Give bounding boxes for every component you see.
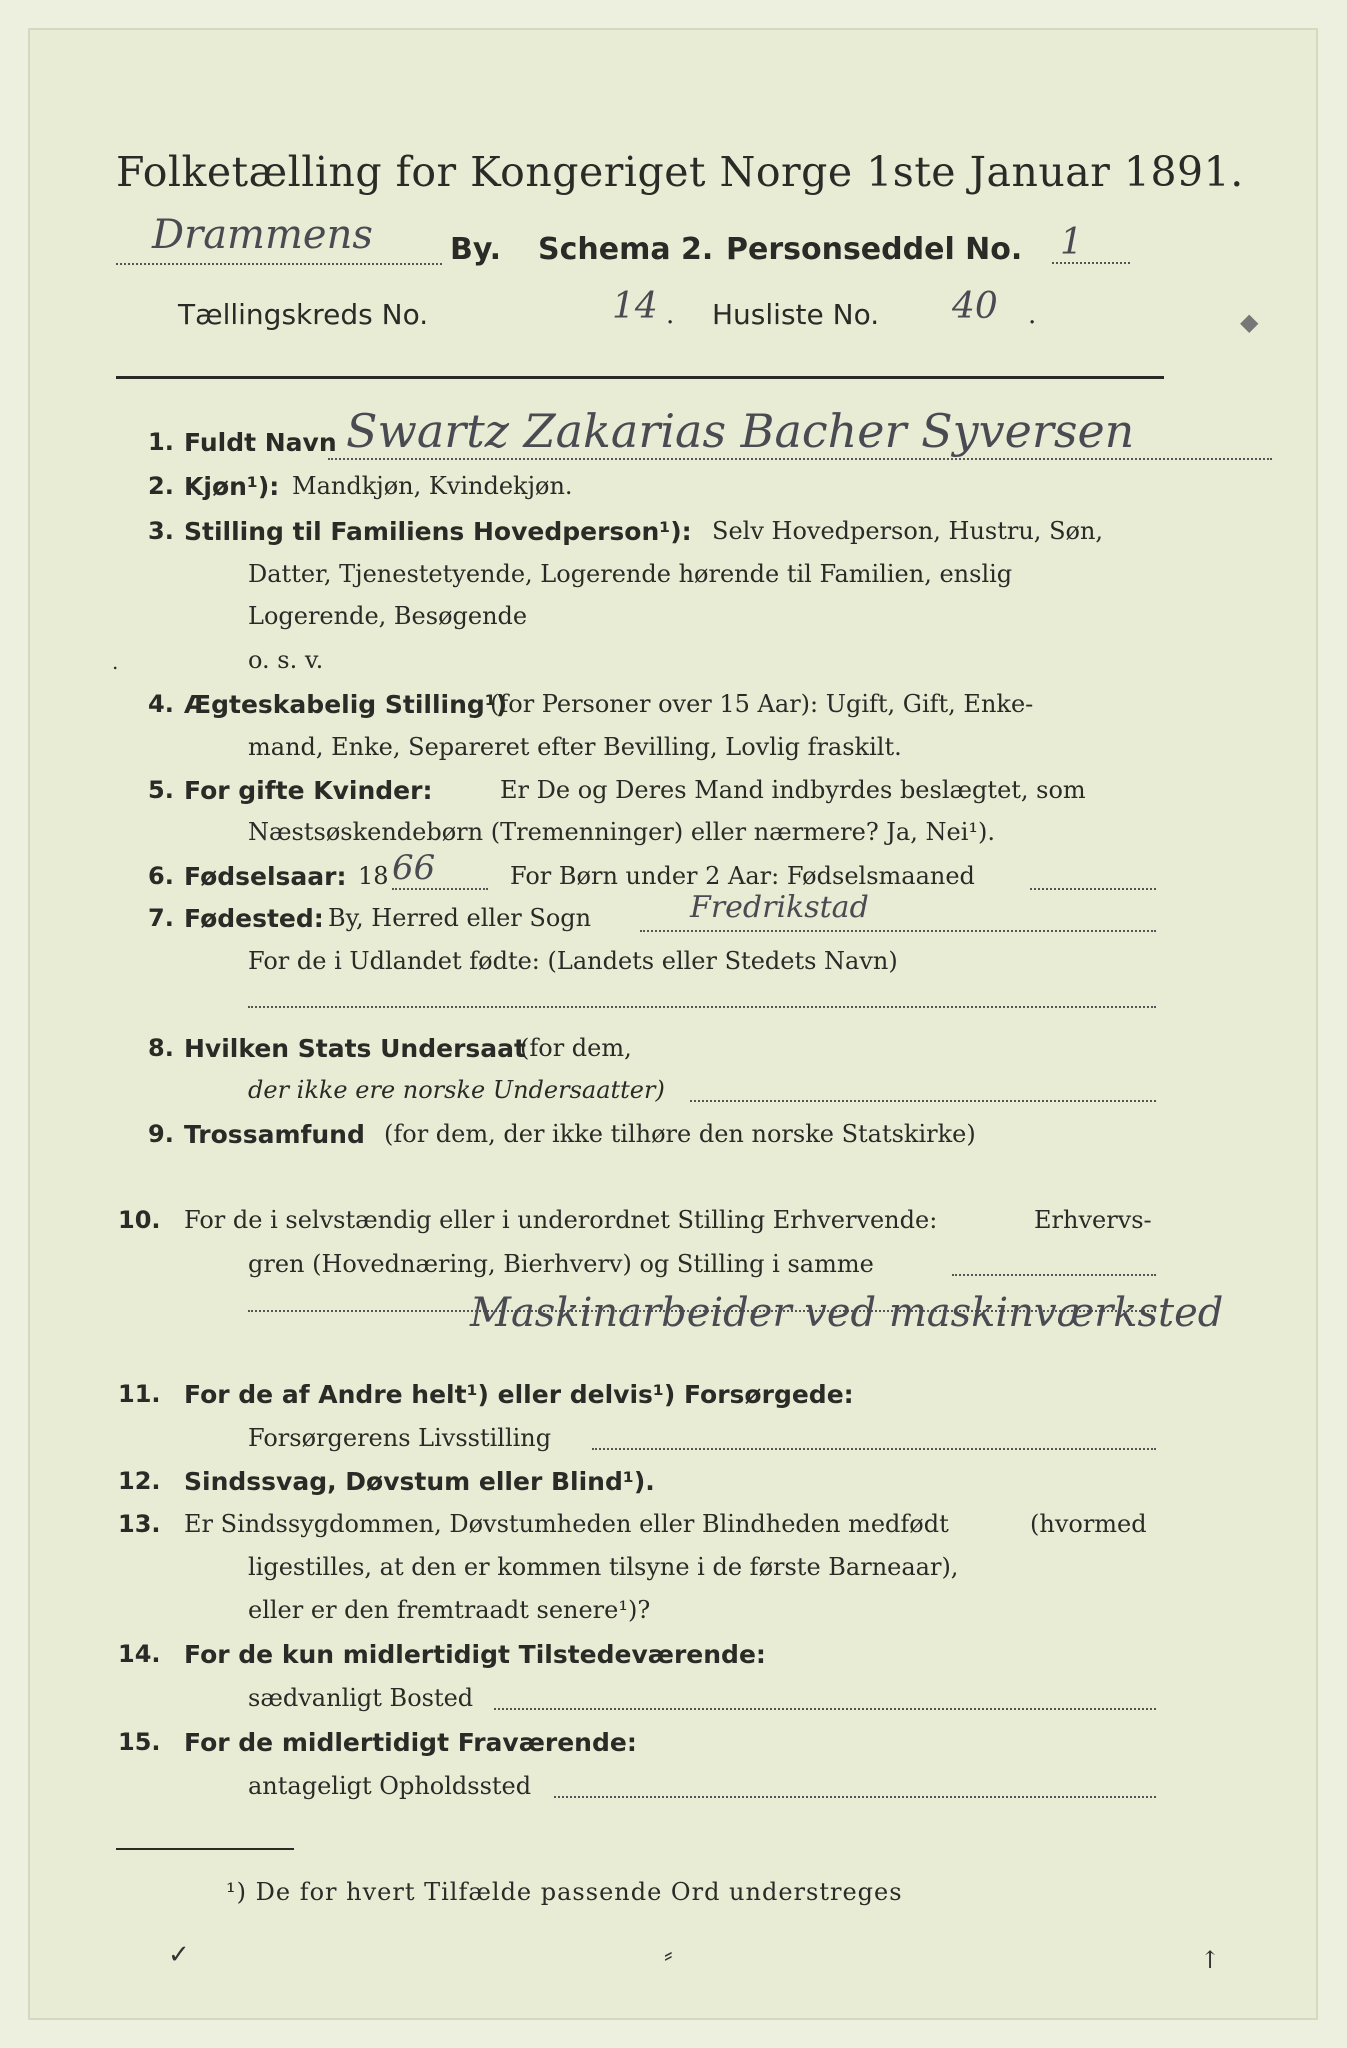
field-3-label: Stilling til Familiens Hovedperson¹): bbox=[184, 517, 692, 546]
field-11-line bbox=[592, 1448, 1156, 1450]
kreds-dot: . bbox=[666, 300, 675, 330]
field-10-line1: Erhvervs- bbox=[1034, 1206, 1152, 1234]
field-4-line1: (for Personer over 15 Aar): Ugift, Gift, Enke- bbox=[490, 690, 1034, 718]
field-14-line1: sædvanligt Bosted bbox=[248, 1684, 474, 1712]
field-1-number: 1. bbox=[148, 428, 174, 456]
field-7-line1: By, Herred eller Sogn bbox=[328, 904, 592, 932]
field-4-line2: mand, Enke, Separeret efter Bevilling, Lovlig fraskilt. bbox=[248, 733, 902, 761]
personseddel-no: 1 bbox=[1060, 222, 1083, 263]
field-4-label: Ægteskabelig Stilling¹) bbox=[184, 690, 508, 719]
corner-mark-center: ⸗ bbox=[664, 1940, 673, 1970]
field-10-line2: gren (Hovednæring, Bierhverv) og Stilling i samme bbox=[248, 1250, 874, 1278]
field-3-line1: Selv Hovedperson, Hustru, Søn, bbox=[712, 517, 1104, 545]
field-14-label: For de kun midlertidigt Tilstedeværende: bbox=[184, 1640, 766, 1669]
kreds-no: 14 bbox=[612, 286, 658, 327]
field-13-line3: eller er den fremtraadt senere¹)? bbox=[248, 1596, 651, 1624]
field-7-line bbox=[640, 930, 1156, 932]
field-15-label: For de midlertidigt Fraværende: bbox=[184, 1728, 637, 1757]
field-1-value: Swartz Zakarias Bacher Syversen bbox=[346, 404, 1135, 458]
field-5-line2: Næstsøskendebørn (Tremenninger) eller nærmere? Ja, Nei¹). bbox=[248, 818, 995, 846]
field-8-line bbox=[690, 1100, 1156, 1102]
field-6-line1: For Børn under 2 Aar: Fødselsmaaned bbox=[510, 862, 975, 890]
by-label: By. bbox=[450, 232, 502, 267]
field-8-label: Hvilken Stats Undersaat bbox=[184, 1034, 526, 1063]
field-10-label: For de i selvstændig eller i underordnet Stilling Erhvervende: bbox=[184, 1206, 938, 1234]
field-2-label: Kjøn¹): bbox=[184, 472, 280, 501]
town-handwritten: Drammens bbox=[152, 212, 373, 258]
footnote: ¹) De for hvert Tilfælde passende Ord understreges bbox=[226, 1878, 903, 1906]
field-5-label: For gifte Kvinder: bbox=[184, 776, 433, 805]
field-3-line3: Logerende, Besøgende bbox=[248, 602, 528, 630]
husliste-label: Husliste No. bbox=[712, 298, 880, 331]
field-1-line bbox=[328, 458, 1272, 460]
field-6-prefix: 18 bbox=[358, 862, 389, 890]
field-6-value: 66 bbox=[392, 848, 436, 888]
corner-mark-left: ✓ bbox=[168, 1940, 190, 1970]
field-7-line-foreign bbox=[248, 1006, 1156, 1008]
field-5-number: 5. bbox=[148, 776, 174, 804]
field-15-number: 15. bbox=[118, 1728, 161, 1756]
margin-dot: . bbox=[112, 650, 119, 674]
field-11-number: 11. bbox=[118, 1380, 161, 1408]
schema-label: Schema 2. bbox=[538, 232, 714, 267]
field-3-number: 3. bbox=[148, 517, 174, 545]
stamp-mark: ◆ bbox=[1240, 308, 1259, 336]
corner-mark-right: ↑ bbox=[1200, 1946, 1221, 1974]
field-15-line bbox=[554, 1796, 1156, 1798]
town-line bbox=[116, 263, 442, 265]
header-rule bbox=[116, 376, 1164, 379]
field-3-line2: Datter, Tjenestetyende, Logerende hørende til Familien, enslig bbox=[248, 560, 1013, 588]
field-7-value: Fredrikstad bbox=[690, 890, 869, 925]
field-7-number: 7. bbox=[148, 904, 174, 932]
personseddel-line bbox=[1052, 262, 1130, 264]
field-8-line2: der ikke ere norske Undersaatter) bbox=[248, 1076, 665, 1104]
field-12-label: Sindssvag, Døvstum eller Blind¹). bbox=[184, 1467, 655, 1496]
field-6-label: Fødselsaar: bbox=[184, 862, 347, 891]
field-2-options: Mandkjøn, Kvindekjøn. bbox=[292, 472, 573, 500]
field-11-line1: Forsørgerens Livsstilling bbox=[248, 1424, 552, 1452]
field-6-number: 6. bbox=[148, 862, 174, 890]
field-3-line4: o. s. v. bbox=[248, 646, 324, 674]
field-14-line bbox=[494, 1708, 1156, 1710]
field-13-line1: (hvormed bbox=[1030, 1510, 1147, 1538]
field-12-number: 12. bbox=[118, 1467, 161, 1495]
field-10-number: 10. bbox=[118, 1206, 161, 1234]
field-9-number: 9. bbox=[148, 1120, 174, 1148]
field-13-line2: ligestilles, at den er kommen tilsyne i de første Barneaar), bbox=[248, 1553, 959, 1581]
field-13-label: Er Sindssygdommen, Døvstumheden eller Blindheden medfødt bbox=[184, 1510, 949, 1538]
field-14-number: 14. bbox=[118, 1640, 161, 1668]
field-15-line1: antageligt Opholdssted bbox=[248, 1772, 532, 1800]
field-8-number: 8. bbox=[148, 1034, 174, 1062]
field-10-line-a bbox=[952, 1274, 1156, 1276]
field-5-line1: Er De og Deres Mand indbyrdes beslægtet, som bbox=[500, 776, 1086, 804]
field-13-number: 13. bbox=[118, 1510, 161, 1538]
field-9-label: Trossamfund bbox=[184, 1120, 365, 1149]
form-title: Folketælling for Kongeriget Norge 1ste Januar 1891. bbox=[116, 148, 1244, 196]
field-9-line1: (for dem, der ikke tilhøre den norske Statskirke) bbox=[384, 1120, 976, 1148]
field-10-value: Maskinarbeider ved maskinværksted bbox=[470, 1290, 1224, 1336]
field-1-label: Fuldt Navn bbox=[184, 428, 337, 457]
field-2-number: 2. bbox=[148, 472, 174, 500]
field-7-line2: For de i Udlandet fødte: (Landets eller Stedets Navn) bbox=[248, 947, 898, 975]
footnote-rule bbox=[116, 1848, 294, 1850]
field-11-label: For de af Andre helt¹) eller delvis¹) Forsørgede: bbox=[184, 1380, 854, 1409]
field-6-month-line bbox=[1030, 888, 1156, 890]
field-4-number: 4. bbox=[148, 690, 174, 718]
field-7-label: Fødested: bbox=[184, 904, 324, 933]
husliste-dot: . bbox=[1028, 300, 1037, 330]
field-6-year-line bbox=[392, 888, 488, 890]
field-8-line1: (for dem, bbox=[520, 1034, 632, 1062]
husliste-no: 40 bbox=[952, 286, 998, 327]
personseddel-label: Personseddel No. bbox=[726, 232, 1023, 267]
kreds-label: Tællingskreds No. bbox=[178, 298, 429, 331]
